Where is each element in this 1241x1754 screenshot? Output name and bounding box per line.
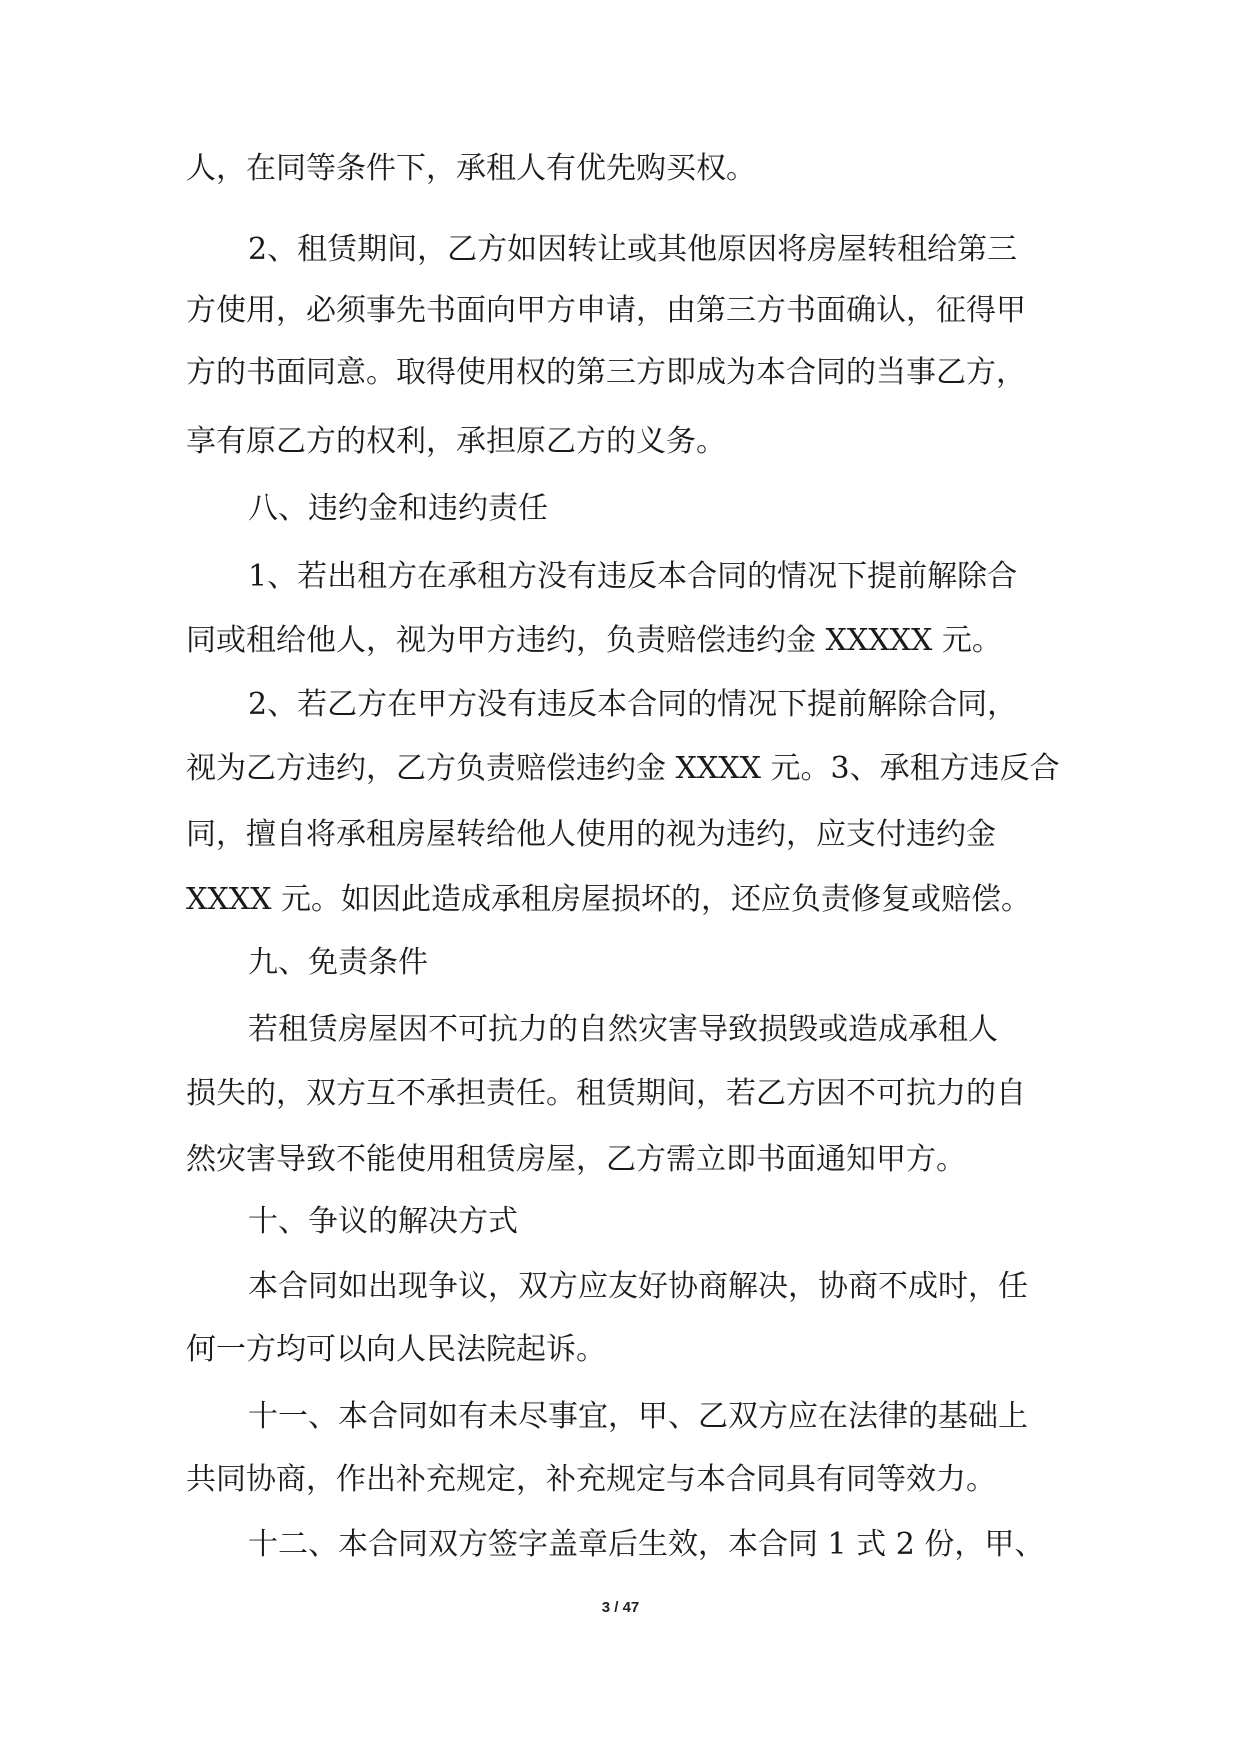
- section-heading: 八、违约金和违约责任: [248, 491, 548, 526]
- text-line: 损失的，双方互不承担责任。租赁期间，若乙方因不可抗力的自: [186, 1076, 1026, 1111]
- section-heading: 十、争议的解决方式: [248, 1204, 518, 1239]
- text-line: 视为乙方违约，乙方负责赔偿违约金 XXXX 元。3、承租方违反合: [186, 751, 1060, 786]
- text-line: XXXX 元。如因此造成承租房屋损坏的，还应负责修复或赔偿。: [186, 882, 1031, 917]
- text-line: 同，擅自将承租房屋转给他人使用的视为违约，应支付违约金: [186, 817, 996, 852]
- text-line: 方使用，必须事先书面向甲方申请，由第三方书面确认，征得甲: [186, 293, 1026, 328]
- text-line: 享有原乙方的权利，承担原乙方的义务。: [186, 424, 726, 459]
- text-line: 然灾害导致不能使用租赁房屋，乙方需立即书面通知甲方。: [186, 1142, 966, 1177]
- text-line: 何一方均可以向人民法院起诉。: [186, 1332, 606, 1367]
- text-line: 方的书面同意。取得使用权的第三方即成为本合同的当事乙方，: [186, 355, 1026, 390]
- text-line: 十一、本合同如有未尽事宜，甲、乙双方应在法律的基础上: [248, 1399, 1028, 1434]
- page-number: 3 / 47: [601, 1599, 640, 1616]
- text-line: 本合同如出现争议，双方应友好协商解决，协商不成时，任: [248, 1269, 1028, 1304]
- text-line: 人，在同等条件下，承租人有优先购买权。: [186, 151, 756, 186]
- text-line: 1、若出租方在承租方没有违反本合同的情况下提前解除合: [248, 559, 1018, 594]
- text-line: 2、租赁期间，乙方如因转让或其他原因将房屋转租给第三: [248, 232, 1018, 267]
- text-line: 共同协商，作出补充规定，补充规定与本合同具有同等效力。: [186, 1462, 996, 1497]
- text-line: 十二、本合同双方签字盖章后生效，本合同 1 式 2 份，甲、: [248, 1527, 1045, 1562]
- text-line: 若租赁房屋因不可抗力的自然灾害导致损毁或造成承租人: [248, 1012, 998, 1047]
- text-line: 同或租给他人，视为甲方违约，负责赔偿违约金 XXXXX 元。: [186, 623, 1002, 658]
- text-line: 2、若乙方在甲方没有违反本合同的情况下提前解除合同，: [248, 687, 1018, 722]
- section-heading: 九、免责条件: [248, 945, 428, 980]
